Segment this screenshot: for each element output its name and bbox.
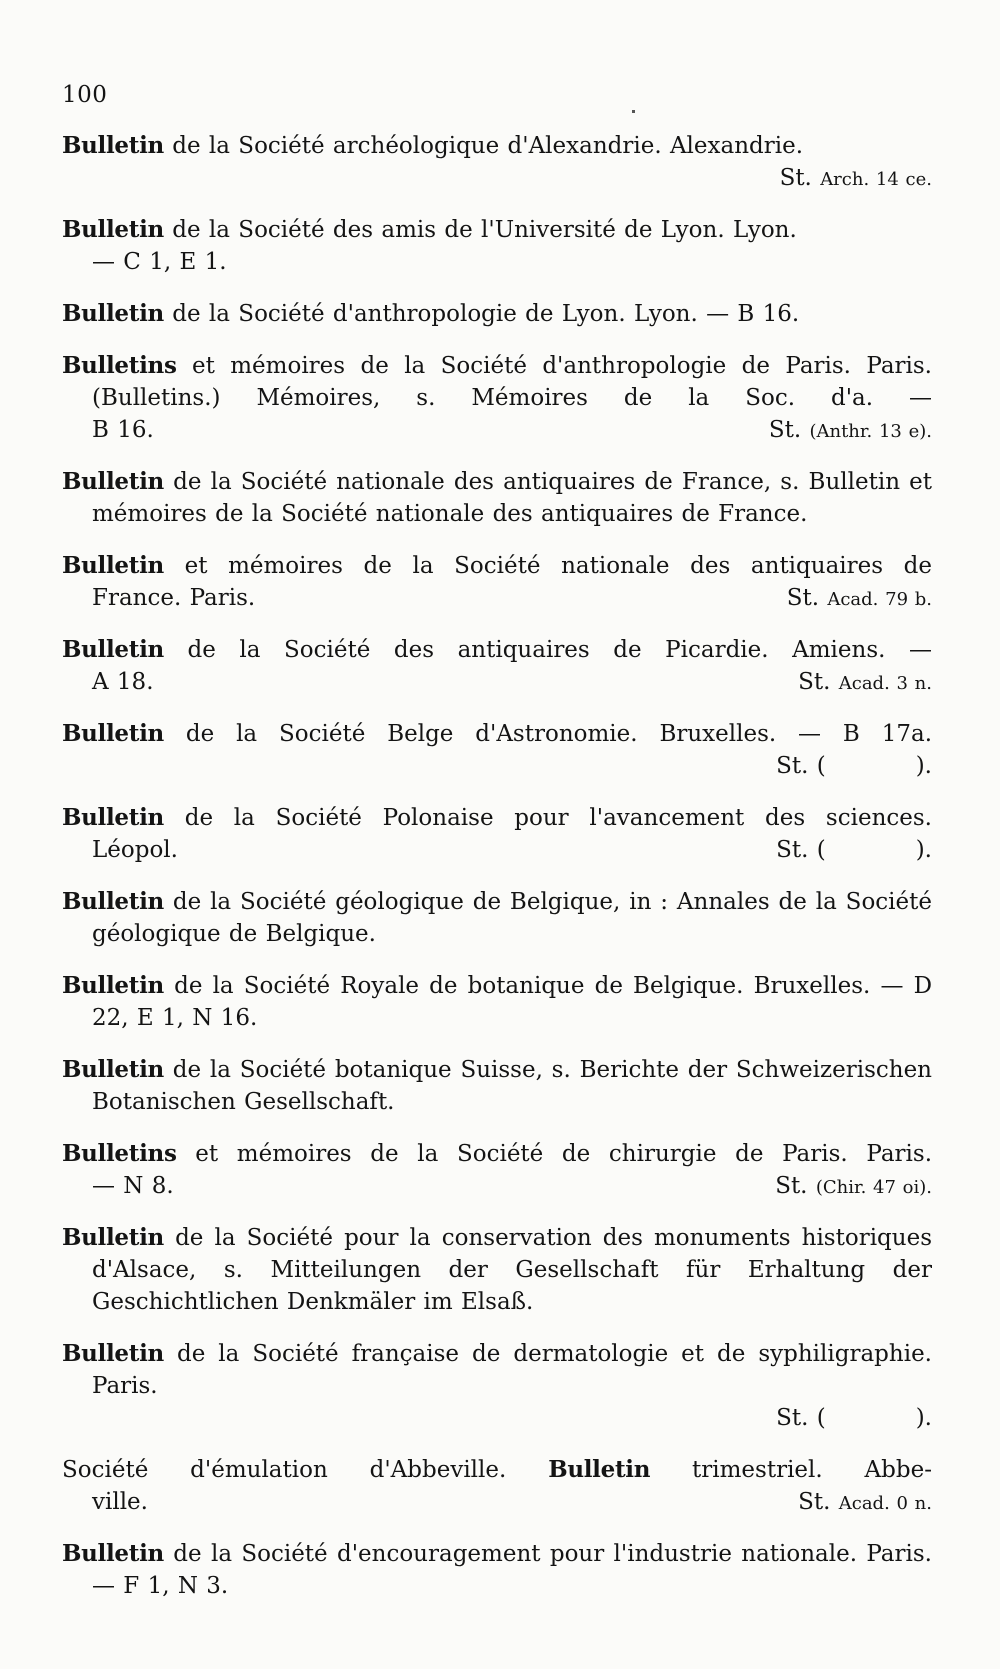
shelfmark: [776, 1402, 932, 1434]
print-speck: [632, 110, 635, 113]
bibliography-entry: [62, 1454, 932, 1518]
shelfmark-close: ).: [915, 1405, 932, 1431]
entry-keyword: Bulletin: [62, 1224, 164, 1251]
bibliography-entry: [62, 466, 932, 530]
entry-text: et mémoires de la Société nationale des antiquaires de: [184, 553, 933, 579]
entry-keyword: Bulletins: [62, 352, 177, 379]
shelfmark: [776, 834, 932, 866]
entry-text: de la Société botanique Suisse, s. Berichte der Schweizerischen Botanischen Gesellschaft.: [92, 1057, 932, 1115]
entry-text: de la Société d'anthropologie de Lyon. Lyon. — B 16.: [172, 301, 800, 327]
shelfmark: [769, 414, 932, 448]
shelfmark: [776, 750, 932, 782]
bibliography-entry: [62, 130, 932, 194]
bibliography-entry: [62, 1138, 932, 1202]
entry-text: de la Société pour la conservation des monuments historiques d'Alsace, s. Mitteilungen der Gesellschaft für Erhaltung der Geschichtlichen Denkmäler im Elsaß.: [92, 1225, 933, 1315]
entry-text: de la Société des antiquaires de Picardie. Amiens. —: [187, 637, 933, 663]
entry-keyword: Bulletin: [62, 1056, 164, 1083]
shelfmark-code: (Anthr. 13 e).: [809, 421, 932, 442]
entry-text: de la Société géologique de Belgique, in : Annales de la Société géologique de Belgique.: [92, 889, 932, 947]
location-codes: Léopol.: [92, 837, 178, 863]
shelfmark-close: ).: [915, 753, 932, 779]
entry-reference-line: [92, 162, 932, 194]
entry-keyword: Bulletin: [548, 1456, 651, 1483]
shelfmark-code: (Chir. 47 oi).: [815, 1177, 932, 1198]
entry-text: de la Société Royale de botanique de Belgique. Bruxelles. — D 22, E 1, N 16.: [92, 973, 933, 1031]
shelfmark-prefix: St. (: [776, 837, 826, 863]
entry-keyword: Bulletin: [62, 804, 164, 831]
shelfmark: [787, 582, 932, 616]
entry-keyword: Bulletin: [62, 216, 164, 243]
shelfmark: [798, 1486, 932, 1520]
shelfmark-code: Acad. 79 b.: [827, 589, 932, 610]
entry-reference-line: [92, 666, 932, 698]
shelfmark-prefix: St.: [768, 417, 802, 443]
shelfmark-prefix: St.: [779, 165, 812, 191]
shelfmark-code: Acad. 3 n.: [838, 673, 932, 694]
bibliography-entry: [62, 886, 932, 950]
entry-reference-line: [92, 414, 932, 446]
shelfmark-prefix: St.: [786, 585, 820, 611]
entry-reference-line: [92, 1402, 932, 1434]
shelfmark-prefix: St.: [798, 1489, 831, 1515]
bibliography-entry: [62, 1222, 932, 1318]
bibliography-entry: [62, 718, 932, 782]
shelfmark-prefix: St. (: [776, 753, 826, 779]
entry-keyword: Bulletin: [62, 132, 164, 159]
location-codes: ville.: [92, 1489, 148, 1515]
entry-text: de la Société Polonaise pour l'avancement des sciences.: [184, 805, 932, 831]
entry-keyword: Bulletin: [62, 1540, 164, 1567]
entry-lead: Société d'émulation d'Abbeville.: [62, 1457, 507, 1483]
bibliography-entry: [62, 970, 932, 1034]
location-codes: — N 8.: [92, 1173, 174, 1199]
page-number: 100: [62, 82, 108, 108]
shelfmark-code: Acad. 0 n.: [838, 1493, 932, 1514]
bibliography-list: [62, 130, 932, 1622]
location-codes: B 16.: [92, 417, 154, 443]
entry-keyword: Bulletin: [62, 888, 164, 915]
bibliography-entry: [62, 1054, 932, 1118]
bibliography-entry: [62, 802, 932, 866]
shelfmark-prefix: St.: [798, 669, 831, 695]
entry-text: et mémoires de la Société d'anthropologie de Paris. Paris. (Bulletins.) Mémoires, s. Mémoires de la Soc. d'a. —: [92, 353, 932, 411]
entry-text: de la Société archéologique d'Alexandrie. Alexandrie.: [172, 133, 804, 159]
bibliography-entry: [62, 350, 932, 446]
bibliography-entry: [62, 550, 932, 614]
entry-keyword: Bulletin: [62, 636, 164, 663]
entry-text: de la Société Belge d'Astronomie. Bruxelles. — B 17a.: [185, 721, 933, 747]
entry-keyword: Bulletin: [62, 972, 164, 999]
entry-keyword: Bulletin: [62, 1340, 164, 1367]
entry-reference-line: [92, 582, 932, 614]
entry-text: de la Société nationale des antiquaires de France, s. Bulletin et mémoires de la Société nationale des antiquaires de France.: [92, 469, 932, 527]
bibliography-entry: [62, 634, 932, 698]
entry-reference-line: [92, 834, 932, 866]
shelfmark-prefix: St. (: [776, 1405, 826, 1431]
entry-reference-line: [92, 750, 932, 782]
bibliography-entry: [62, 1538, 932, 1602]
bibliography-entry: [62, 214, 932, 278]
bibliography-entry: [62, 1338, 932, 1434]
location-codes: A 18.: [92, 669, 154, 695]
entry-text: de la Société française de dermatologie et de syphiligraphie. Paris.: [92, 1341, 932, 1399]
entry-reference-line: [92, 1486, 932, 1518]
entry-reference-line: [92, 1170, 932, 1202]
shelfmark: [798, 666, 932, 700]
shelfmark-code: Arch. 14 ce.: [820, 169, 932, 190]
shelfmark: [775, 1170, 932, 1204]
bibliography-entry: [62, 298, 932, 330]
shelfmark: [780, 162, 932, 196]
entry-keyword: Bulletin: [62, 720, 164, 747]
entry-text: et mémoires de la Société de chirurgie de Paris. Paris.: [195, 1141, 933, 1167]
location-codes: France. Paris.: [92, 585, 256, 611]
entry-text: de la Société d'encouragement pour l'industrie nationale. Paris. — F 1, N 3.: [92, 1541, 932, 1599]
entry-keyword: Bulletins: [62, 1140, 177, 1167]
entry-keyword: Bulletin: [62, 552, 164, 579]
entry-keyword: Bulletin: [62, 468, 164, 495]
location-codes: — C 1, E 1.: [92, 249, 227, 275]
shelfmark-close: ).: [915, 837, 932, 863]
entry-text: trimestriel. Abbe-: [692, 1457, 932, 1483]
entry-reference-line: [92, 246, 932, 278]
entry-text: de la Société des amis de l'Université de Lyon. Lyon.: [172, 217, 797, 243]
shelfmark-prefix: St.: [775, 1173, 808, 1199]
entry-keyword: Bulletin: [62, 300, 164, 327]
